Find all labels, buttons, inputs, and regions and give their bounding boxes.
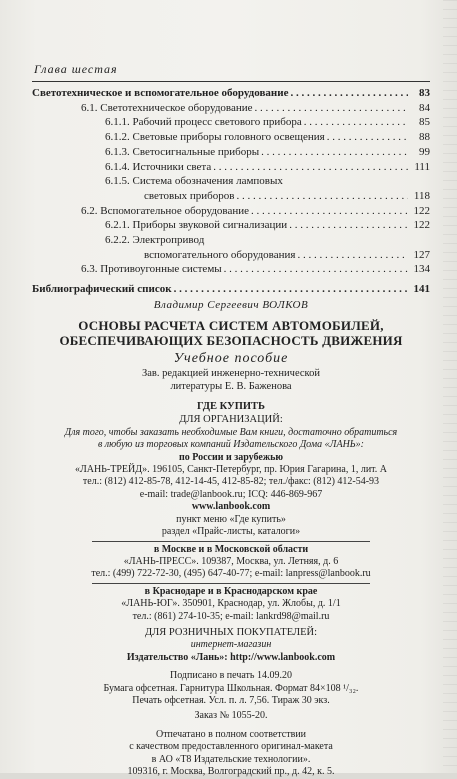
printer-info: Отпечатано в полном соответствии с качеством предоставленного оригинал-макета в АО «Т8 Издательские технологии». 109316, г. Москва, Волгоградский пр., д. 42, к. 5. xyxy=(127,728,335,778)
page-edge-shadow xyxy=(443,0,457,773)
russia-block: по России и зарубежью «ЛАНЬ-ТРЕЙД». 196105, Санкт-Петербург, пр. Юрия Гагарина, 1, лит. А тел.: (812) 412-85-78, 412-14-45, 412-85-82; тел./факс: (812) 412-54-93 e-mail: trade@lanbook.ru; ICQ: 446-869-967 www.lanbook.com пункт меню «Где купить» раздел «Прайс-листы, каталоги» xyxy=(32,452,430,539)
toc-entry: 6.2. Вспомогательное оборудование . . . 122 xyxy=(32,204,430,219)
publisher-site-link[interactable]: www.lanbook.com xyxy=(191,501,271,513)
orgs-intro: Для того, чтобы заказать необходимые Вам книги, достаточно обратиться в любую из торговых компаний Издательского Дома «ЛАНЬ»: xyxy=(64,426,398,451)
chapter-rule xyxy=(32,81,430,82)
toc-entry: 6.1.4. Источники света . . . 111 xyxy=(32,160,430,175)
toc-entry: 6.1.3. Светосигнальные приборы . . . 99 xyxy=(32,145,430,160)
toc-entry-continuation: световых приборов . . . 118 xyxy=(32,189,430,204)
toc-entry: 6.2.1. Приборы звуковой сигнализации . . . 122 xyxy=(32,218,430,233)
divider xyxy=(92,583,370,584)
imprint: Подписано в печать 14.09.20 Бумага офсетная. Гарнитура Школьная. Формат 84×108 ¹/₃₂. Печать офсетная. Усл. п. л. 7,56. Тираж 30 экз. Заказ № 1055-20. xyxy=(32,670,430,723)
table-of-contents xyxy=(32,86,430,297)
toc-entry: 6.3. Противоугонные системы . . . 134 xyxy=(32,262,430,277)
order-number: Заказ № 1055-20. xyxy=(194,710,268,722)
moscow-block: в Москве и в Московской области «ЛАНЬ-ПРЕСС». 109387, Москва, ул. Летняя, д. 6 тел.: (499) 722-72-30, (495) 647-40-77; e-mail: lanpress@lanbook.ru xyxy=(91,543,371,580)
toc-entry: Светотехническое и вспомогательное оборудование . . . 83 xyxy=(32,86,430,101)
for-orgs-heading: ДЛЯ ОРГАНИЗАЦИЙ: xyxy=(179,414,283,426)
chapter-heading: Глава шестая xyxy=(34,62,118,76)
retail-block: ДЛЯ РОЗНИЧНЫХ ПОКУПАТЕЛЕЙ: интернет-магазин Издательство «Лань»: http://www.lanbook.com xyxy=(32,626,430,664)
divider xyxy=(92,541,370,542)
retail-store-link[interactable]: Издательство «Лань»: http://www.lanbook.com xyxy=(126,651,336,663)
toc-entry: 6.1. Светотехническое оборудование . . . 84 xyxy=(32,101,430,116)
toc-bibliography: Библиографический список . . . 141 xyxy=(32,282,430,297)
toc-entry: 6.1.5. Система обозначения ламповых xyxy=(105,175,283,188)
toc-entry: 6.1.2. Световые приборы головного освещения . . . 88 xyxy=(32,130,430,145)
toc-entry: 6.2.2. Электропривод xyxy=(105,234,205,247)
author-name: Владимир Сергеевич ВОЛКОВ xyxy=(153,298,309,311)
edition-type: Учебное пособие xyxy=(173,350,289,366)
editor-credit: Зав. редакцией инженерно-технической литературы Е. В. Баженова xyxy=(142,367,320,393)
toc-entry: 6.1.1. Рабочий процесс светового прибора . . . 85 xyxy=(32,115,430,130)
toc-entry-continuation: вспомогательного оборудования . . . 127 xyxy=(32,248,430,263)
page-content xyxy=(32,62,430,779)
book-title: ОСНОВЫ РАСЧЕТА СИСТЕМ АВТОМОБИЛЕЙ, ОБЕСПЕЧИВАЮЩИХ БЕЗОПАСНОСТЬ ДВИЖЕНИЯ xyxy=(59,317,403,348)
krasnodar-block: в Краснодаре и в Краснодарском крае «ЛАНЬ-ЮГ». 350901, Краснодар, ул. Жлобы, д. 1/1 тел.: (861) 274-10-35; e-mail: lankrd98@mail.ru xyxy=(121,585,341,622)
where-to-buy-heading: ГДЕ КУПИТЬ xyxy=(197,400,265,412)
